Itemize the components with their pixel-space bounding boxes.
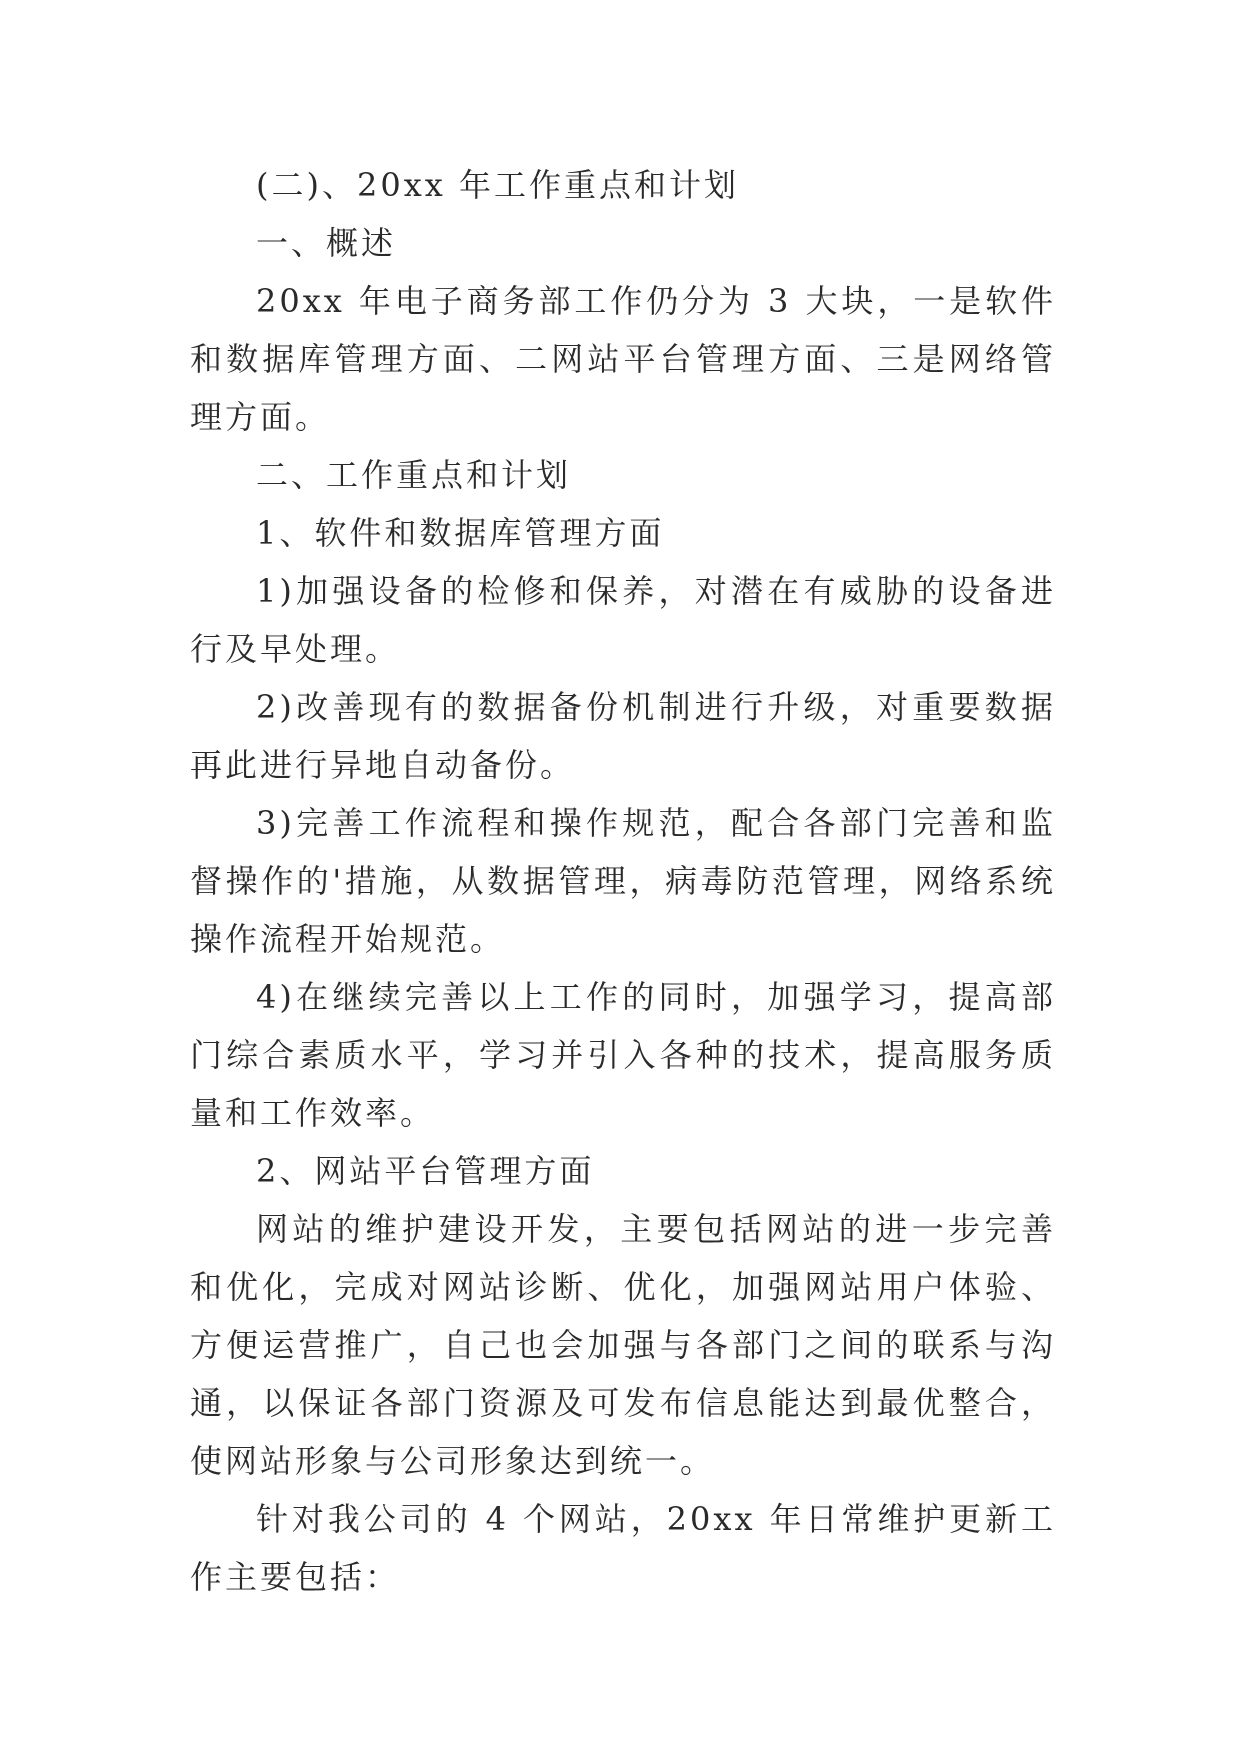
list-item-2: 2)改善现有的数据备份机制进行升级，对重要数据再此进行异地自动备份。: [190, 688, 1056, 784]
subheading-software-database: 1、软件和数据库管理方面: [256, 514, 665, 552]
list-item-1: 1)加强设备的检修和保养，对潜在有威胁的设备进行及早处理。: [190, 572, 1056, 668]
paragraph-overview: 20xx 年电子商务部工作仍分为 3 大块，一是软件和数据库管理方面、二网站平台管理方面、三是网络管理方面。: [190, 282, 1056, 436]
list-item-3: 3)完善工作流程和操作规范，配合各部门完善和监督操作的'措施，从数据管理，病毒防范管理，网络系统操作流程开始规范。: [190, 804, 1056, 958]
subheading-website-platform: 2、网站平台管理方面: [256, 1152, 595, 1190]
list-item-4: 4)在继续完善以上工作的同时，加强学习，提高部门综合素质水平，学习并引入各种的技术，提高服务质量和工作效率。: [190, 978, 1056, 1132]
paragraph-website-maintenance: 网站的维护建设开发，主要包括网站的进一步完善和优化，完成对网站诊断、优化，加强网站用户体验、方便运营推广，自己也会加强与各部门之间的联系与沟通，以保证各部门资源及可发布信息能达到最优整合，使网站形象与公司形象达到统一。: [190, 1210, 1056, 1480]
subheading-overview: 一、概述: [256, 224, 397, 262]
paragraph-website-updates: 针对我公司的 4 个网站，20xx 年日常维护更新工作主要包括：: [190, 1500, 1056, 1596]
section-heading: (二)、20xx 年工作重点和计划: [256, 166, 739, 204]
subheading-priorities: 二、工作重点和计划: [256, 456, 572, 494]
document-body: [190, 156, 1056, 1606]
